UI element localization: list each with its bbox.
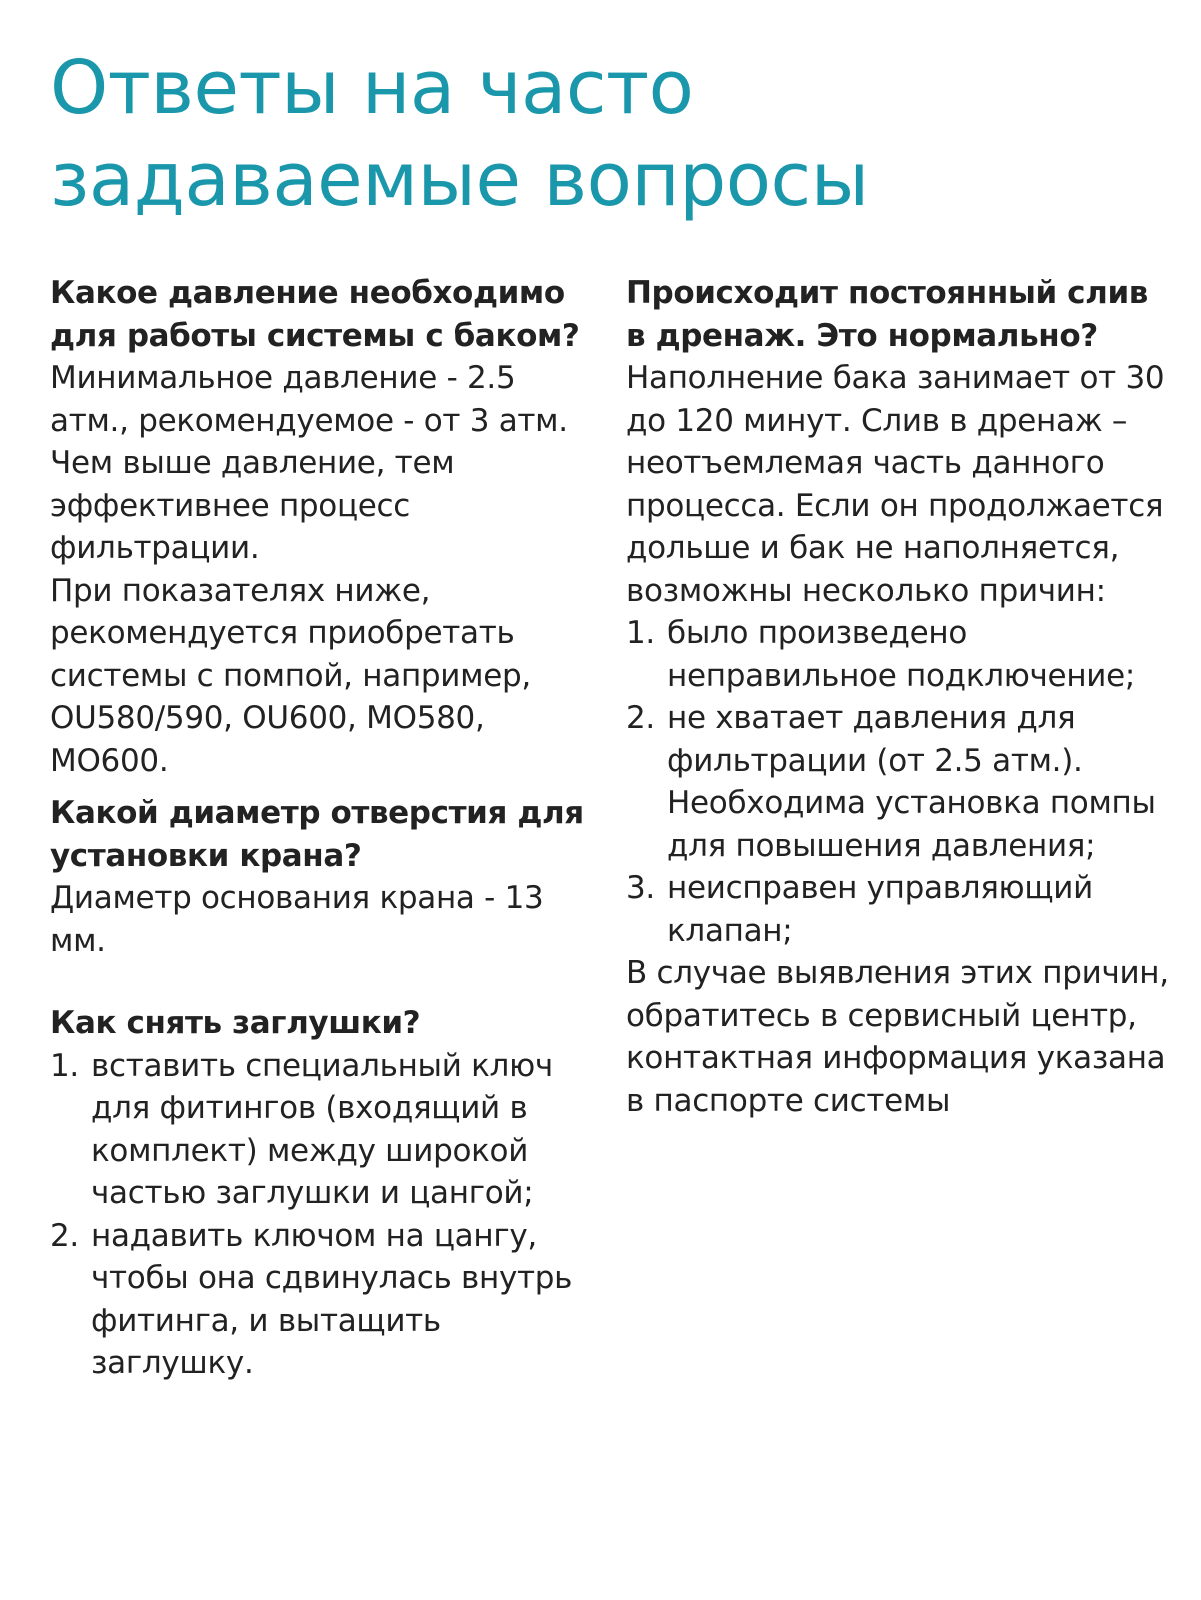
- faq-answer: Наполнение бака занимает от 30 до 120 минут. Слив в дренаж – неотъемлемая часть данного процесса. Если он продолжается дольше и бак не наполняется, возможны несколько причин:: [626, 360, 1165, 609]
- faq-answer: Минимальное давление - 2.5 атм., рекомендуемое - от 3 атм. Чем выше давление, тем эффективнее процесс фильтрации.: [50, 360, 568, 566]
- list-item-number: 1.: [50, 1047, 79, 1084]
- list-item-text: не хватает давления для фильтрации (от 2.5 атм.). Необходима установка помпы для повышения давления;: [667, 700, 1156, 864]
- list-item-number: 2.: [626, 700, 655, 736]
- steps-list: [626, 612, 1171, 952]
- list-item-text: вставить специальный ключ для фитингов (входящий в комплект) между широкой частью заглушки и цангой;: [91, 1047, 553, 1211]
- faq-question: Происходит постоянный слив в дренаж. Это нормально?: [626, 275, 1149, 354]
- faq-drain: [626, 272, 1171, 1122]
- list-item: [50, 1045, 595, 1215]
- list-item: [50, 1215, 595, 1385]
- list-item-text: неисправен управляющий клапан;: [667, 870, 1093, 949]
- list-item-text: надавить ключом на цангу, чтобы она сдвинулась внутрь фитинга, и вытащить заглушку.: [91, 1217, 573, 1381]
- list-item: [626, 867, 1171, 952]
- faq-tap-diameter: [50, 792, 595, 962]
- list-item: [626, 697, 1171, 867]
- faq-remove-plugs: [50, 1002, 595, 1385]
- left-column: [50, 272, 595, 1385]
- list-item: [626, 612, 1171, 697]
- list-item-text: было произведено неправильное подключение;: [667, 615, 1136, 694]
- faq-question: Какое давление необходимо для работы системы с баком?: [50, 275, 580, 354]
- list-item-number: 2.: [50, 1217, 79, 1254]
- faq-answer: При показателях ниже, рекомендуется приобретать системы с помпой, например, OU580/590, OU600, MO580, MO600.: [50, 572, 531, 779]
- list-item-number: 1.: [626, 615, 655, 651]
- faq-question: Как снять заглушки?: [50, 1005, 421, 1041]
- faq-answer: Диаметр основания крана - 13 мм.: [50, 880, 544, 959]
- steps-list: [50, 1045, 595, 1385]
- faq-question: Какой диаметр отверстия для установки крана?: [50, 795, 584, 874]
- right-column: [626, 272, 1171, 1122]
- faq-answer: В случае выявления этих причин, обратитесь в сервисный центр, контактная информация указана в паспорте системы: [626, 955, 1169, 1119]
- faq-pressure: [50, 272, 595, 782]
- page-title: Ответы на часто задаваемые вопросы: [50, 45, 869, 223]
- list-item-number: 3.: [626, 870, 655, 906]
